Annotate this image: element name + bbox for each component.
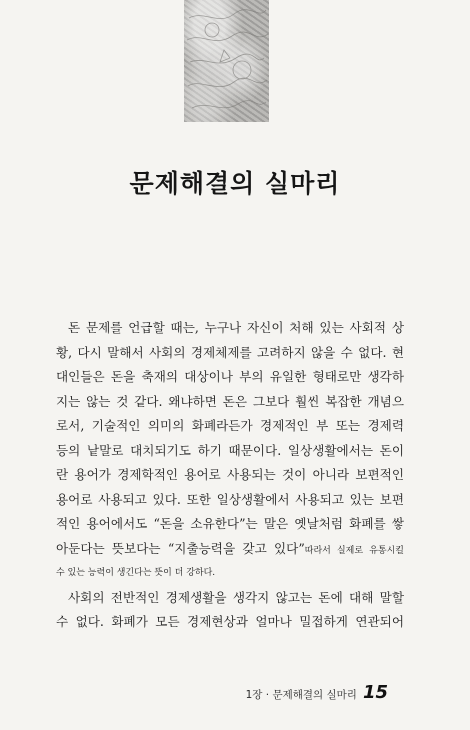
small-inline-text: 따라서 실제로 유통시킬 [304,545,404,556]
paragraph-line: 돈 문제를 언급할 때는, 누구나 자신이 처해 있는 사회적 상 [68,320,404,335]
running-head: 1장 · 문제해결의 실마리 [245,689,357,701]
paragraph-line: 란 용어가 경제학적인 용어로 사용되는 것이 아니라 보편적인 [56,467,404,482]
paragraph-line-mixed [56,537,404,562]
engraving-texture [184,0,269,122]
paragraph-line: 지는 않는 것 같다. 왜냐하면 돈은 그보다 훨씬 복잡한 개념으 [56,393,404,409]
paragraph-line: 용어로 사용되고 있다. 또한 일상생활에서 사용되고 있는 보편 [56,491,404,507]
chapter-header-illustration [184,0,269,122]
chapter-title: 문제해결의 실마리 [129,169,341,198]
paragraph-line: 수 없다. 화폐가 모든 경제현상과 얼마나 밀접하게 연관되어 [56,614,404,629]
paragraph-line: 사회의 전반적인 경제생활을 생각지 않고는 돈에 대해 말할 [68,589,404,605]
page-number: 15 [362,682,388,703]
paragraph-line: 황, 다시 말해서 사회의 경제체제를 고려하지 않을 수 없다. 현 [56,344,404,360]
paragraph-line: 등의 낱말로 대치되기도 하기 때문이다. 일상생활에서는 돈이 [56,442,404,458]
body-text [56,316,404,635]
paragraph-line-main: 아둔다는 뜻보다는 “지출능력을 갖고 있다” [56,540,305,556]
paragraph-line: 로서, 기술적인 의미의 화폐라든가 경제적인 부 또는 경제력 [56,418,404,433]
page-footer [246,682,388,703]
paragraph-line-small: 수 있는 능력이 생긴다는 뜻이 더 강하다. [56,568,216,578]
paragraph-line: 대인들은 돈을 축재의 대상이나 부의 유일한 형태로만 생각하 [56,369,404,384]
paragraph-line: 적인 용어에서도 “돈을 소유한다”는 말은 옛날처럼 화폐를 쌓 [56,516,404,531]
